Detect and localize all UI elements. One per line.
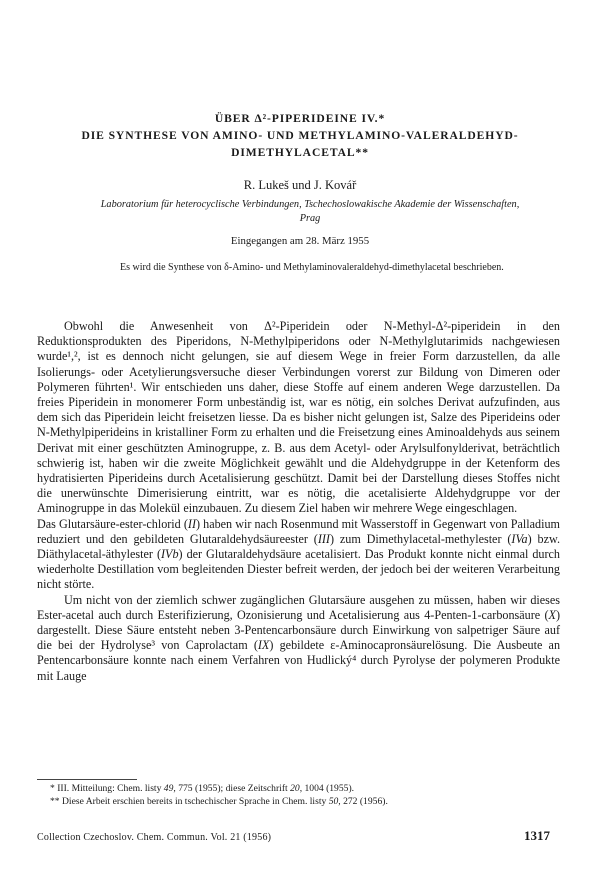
footnote-mark: ** (50, 796, 62, 807)
footnote-rule (37, 779, 137, 780)
authors: R. Lukeš und J. Kovář (243, 178, 357, 192)
journal-citation: Collection Czechoslov. Chem. Commun. Vol. 21 (1956) (37, 832, 272, 843)
footnote-2: ** Diese Arbeit erschien bereits in tschechischer Sprache in Chem. listy 50, 272 (1956). (50, 796, 388, 807)
paragraph-1: Obwohl die Anwesenheit von Δ²-Piperidein oder N-Methyl-Δ²-piperidein in den Reduktionsprodukten des Piperidons, N-Methylpiperidons oder N-Methylglutarimids nachgewiesen wurde¹,², ist es dennoch nicht gelungen, sie auf diesem Wege in freier Form darzustellen, da alle Isolierungs- oder Acetylierungsversuche dieser Verbindungen vorerst zur Bildung von Dimeren oder Polymeren führten¹. Wir entschieden uns daher, diese Stoffe auf einem anderen Wege darzustellen. Da freies Piperidein in monomerer Form unbeständig ist, war es nötig, ein solches Derivat aufzufinden, aus dem sich das Piperidein leicht freisetzen liesse. Da es bisher nicht gelungen ist, Salze des Piperideins oder N-Methylpiperideins in kristalliner Form zu erhalten und die Freisetzung eines Aminoaldehyds aus seinem Derivat mit einer geschützten Aminogruppe, z. B. aus dem Acetyl- oder Arylsulfonylderivat, beträchtlich schwierig ist, haben wir die zweite Möglichkeit gewählt und die Aldehydgruppe in der Ketenform des hydratisierten Piperideins durch Acetalisierung geschützt. Damit bei der Darstellung dieses Stoffes nicht die unerwünschte Dimerisierung eintritt, war es nötig, die acetalisierte Aldehydgruppe vor der Aminogruppe in das Molekül einzubauen. Zu diesem Ziel haben wir mehrere Wege eingeschlagen. (37, 319, 560, 516)
footnote-mark: * (50, 783, 58, 794)
body-text (37, 319, 560, 684)
paragraph-3: Um nicht von der ziemlich schwer zugänglichen Glutarsäure ausgehen zu müssen, haben wir dieses Ester-acetal auch durch Esterifizierung, Ozonisierung und Acetalisierung aus 4-Penten-1-carbonsäure (X) dargestellt. Diese Säure entsteht neben 3-Pentencarbonsäure durch Einwirkung von salpetriger Säure auf die bei der Hydrolyse³ von Caprolactam (IX) gebildete ε-Aminocapronsäurelösung. Die Ausbeute an Pentencarbonsäure konnte nach einem Verfahren von Hudlický⁴ durch Pyrolyse der polymeren Produkte mit Lauge (37, 592, 561, 683)
institution-line-1: Laboratorium für heterocyclische Verbindungen, Tschechoslowakische Akademie der Wissenschaften, (100, 199, 520, 210)
page-number: 1317 (524, 828, 550, 843)
footnote-1: * III. Mitteilung: Chem. listy 49, 775 (1955); diese Zeitschrift 20, 1004 (1955). (50, 783, 355, 794)
received-date: Eingegangen am 28. März 1955 (230, 235, 370, 247)
title-line-3: DIMETHYLACETAL** (231, 146, 369, 159)
institution (40, 198, 580, 225)
paragraph-2: Das Glutarsäure-ester-chlorid (II) haben wir nach Rosenmund mit Wasserstoff in Gegenwart von Palladium reduziert und den gebildeten Glutaraldehydsäureester (III) zum Dimethylacetal-methylester (IVa) bzw. Diäthylacetal-äthylester (IVb) der Glutaraldehydsäure acetalisiert. Das Produkt konnte nicht einmal durch wiederholte Destillation vom begleitenden Diester befreit werden, der jedoch bei der weiteren Verarbeitung nicht störte. (37, 516, 560, 592)
institution-line-2: Prag (299, 212, 321, 224)
abstract: Es wird die Synthese von δ-Amino- und Methylaminovaleraldehyd-dimethylacetal beschrieben. (120, 262, 504, 273)
footnotes (50, 782, 560, 808)
title-line-2: DIE SYNTHESE VON AMINO- UND METHYLAMINO-VALERALDEHYD- (81, 129, 519, 142)
title-line-1: ÜBER Δ²-PIPERIDEINE IV.* (214, 112, 386, 125)
